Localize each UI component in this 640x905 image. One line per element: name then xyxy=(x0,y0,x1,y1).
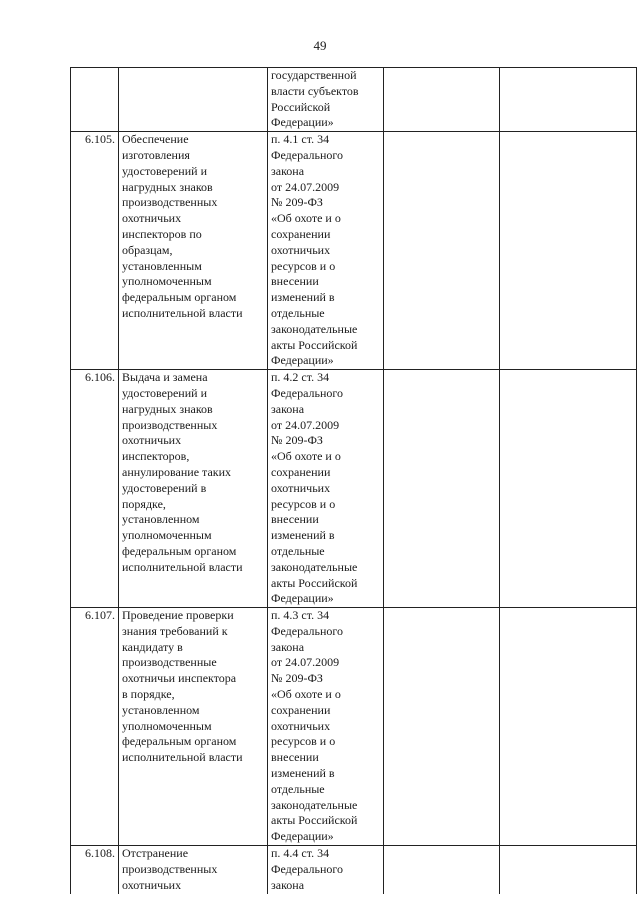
item-number: 6.107. xyxy=(71,608,119,846)
description-line: Выдача и замена xyxy=(122,370,208,385)
empty-cell xyxy=(500,68,637,132)
description-line: в порядке, xyxy=(122,687,175,702)
empty-cell xyxy=(384,370,500,608)
description-line: федеральным органом xyxy=(122,734,237,749)
document-table xyxy=(70,67,637,894)
table-body xyxy=(71,68,637,895)
basis-line: акты Российской xyxy=(271,337,358,352)
description-line: производственных xyxy=(122,195,218,210)
basis-line: «Об охоте и о xyxy=(271,449,341,464)
description-line: исполнительной власти xyxy=(122,305,243,320)
item-description xyxy=(119,68,268,132)
basis-line: отдельные xyxy=(271,781,325,796)
empty-cell xyxy=(500,608,637,846)
item-description xyxy=(119,132,268,370)
table-row xyxy=(71,370,637,608)
basis-line: охотничьих xyxy=(271,242,331,257)
basis-line: отдельные xyxy=(271,305,325,320)
description-line: охотничьи инспектора xyxy=(122,671,237,686)
legal-basis xyxy=(268,608,384,846)
basis-line: п. 4.2 ст. 34 xyxy=(271,370,330,385)
description-line: охотничьих xyxy=(122,211,182,226)
basis-line: Федерации» xyxy=(271,829,334,844)
table-row xyxy=(71,608,637,846)
basis-line: Федерального xyxy=(271,861,344,876)
basis-line: внесении xyxy=(271,750,319,765)
description-line: уполномоченным xyxy=(122,528,212,543)
description-line: удостоверений в xyxy=(122,480,207,495)
basis-line: Российской xyxy=(271,99,331,114)
empty-cell xyxy=(384,68,500,132)
basis-line: законодательные xyxy=(271,321,358,336)
description-line: инспекторов по xyxy=(122,226,202,241)
description-line: уполномоченным xyxy=(122,274,212,289)
basis-line: Федерации» xyxy=(271,353,334,368)
description-line: Обеспечение xyxy=(122,132,189,147)
description-line: производственных xyxy=(122,417,218,432)
page-number: 49 xyxy=(313,38,327,53)
description-line: знания требований к xyxy=(122,623,228,638)
basis-line: Федерального xyxy=(271,385,344,400)
table-row xyxy=(71,68,637,132)
item-description xyxy=(119,846,268,895)
basis-line: Федерации» xyxy=(271,115,334,130)
legal-basis xyxy=(268,68,384,132)
description-line: Проведение проверки xyxy=(122,608,234,623)
description-line: изготовления xyxy=(122,147,190,162)
basis-line: сохранении xyxy=(271,464,331,479)
basis-line: закона xyxy=(271,163,305,178)
description-line: федеральным органом xyxy=(122,290,237,305)
legal-basis xyxy=(268,846,384,895)
description-line: установленном xyxy=(122,702,200,717)
description-line: удостоверений и xyxy=(122,385,207,400)
description-line: уполномоченным xyxy=(122,718,212,733)
description-line: охотничьих xyxy=(122,433,182,448)
basis-line: п. 4.1 ст. 34 xyxy=(271,132,330,147)
description-line: исполнительной власти xyxy=(122,750,243,765)
empty-cell xyxy=(384,132,500,370)
empty-cell xyxy=(500,370,637,608)
basis-line: изменений в xyxy=(271,528,335,543)
description-line: производственные xyxy=(122,655,217,670)
item-description xyxy=(119,608,268,846)
basis-line: Федерального xyxy=(271,147,344,162)
basis-line: Федерации» xyxy=(271,591,334,606)
basis-line: № 209-ФЗ xyxy=(271,433,323,448)
description-line: федеральным органом xyxy=(122,543,237,558)
description-line: нагрудных знаков xyxy=(122,401,213,416)
description-line: исполнительной власти xyxy=(122,559,243,574)
basis-line: № 209-ФЗ xyxy=(271,671,323,686)
description-line: производственных xyxy=(122,861,218,876)
basis-line: п. 4.3 ст. 34 xyxy=(271,608,330,623)
basis-line: государственной xyxy=(271,68,357,82)
description-line: удостоверений и xyxy=(122,163,207,178)
description-line: Отстранение xyxy=(122,846,189,861)
basis-line: акты Российской xyxy=(271,575,358,590)
basis-line: ресурсов и о xyxy=(271,258,336,273)
basis-line: власти субъектов xyxy=(271,83,359,98)
legal-basis xyxy=(268,370,384,608)
basis-line: законодательные xyxy=(271,559,358,574)
basis-line: № 209-ФЗ xyxy=(271,195,323,210)
basis-line: закона xyxy=(271,877,305,892)
basis-line: от 24.07.2009 xyxy=(271,179,340,194)
empty-cell xyxy=(500,846,637,895)
legal-basis xyxy=(268,132,384,370)
basis-line: Федерального xyxy=(271,623,344,638)
basis-line: отдельные xyxy=(271,543,325,558)
basis-line: закона xyxy=(271,401,305,416)
description-line: образцам, xyxy=(122,242,173,257)
item-number: 6.105. xyxy=(71,132,119,370)
basis-line: сохранении xyxy=(271,702,331,717)
empty-cell xyxy=(384,846,500,895)
basis-line: от 24.07.2009 xyxy=(271,655,340,670)
item-number: 6.106. xyxy=(71,370,119,608)
basis-line: сохранении xyxy=(271,226,331,241)
basis-line: внесении xyxy=(271,512,319,527)
basis-line: «Об охоте и о xyxy=(271,211,341,226)
basis-line: законодательные xyxy=(271,797,358,812)
basis-line: от 24.07.2009 xyxy=(271,417,340,432)
basis-line: изменений в xyxy=(271,766,335,781)
basis-line: «Об охоте и о xyxy=(271,687,341,702)
basis-line: внесении xyxy=(271,274,319,289)
basis-line: охотничьих xyxy=(271,480,331,495)
description-line: охотничьих xyxy=(122,877,182,892)
item-description xyxy=(119,370,268,608)
basis-line: изменений в xyxy=(271,290,335,305)
basis-line: охотничьих xyxy=(271,718,331,733)
table-row xyxy=(71,846,637,895)
table-row xyxy=(71,132,637,370)
description-line: порядке, xyxy=(122,496,166,511)
basis-line: акты Российской xyxy=(271,813,358,828)
description-line: кандидату в xyxy=(122,639,183,654)
description-line: установленном xyxy=(122,512,200,527)
basis-line: закона xyxy=(271,639,305,654)
item-number: 6.108. xyxy=(71,846,119,895)
description-line: установленным xyxy=(122,258,202,273)
empty-cell xyxy=(384,608,500,846)
basis-line: ресурсов и о xyxy=(271,496,336,511)
item-number xyxy=(71,68,119,132)
empty-cell xyxy=(500,132,637,370)
description-line: инспекторов, xyxy=(122,449,190,464)
description-line: аннулирование таких xyxy=(122,464,232,479)
basis-line: п. 4.4 ст. 34 xyxy=(271,846,330,861)
description-line: нагрудных знаков xyxy=(122,179,213,194)
basis-line: ресурсов и о xyxy=(271,734,336,749)
